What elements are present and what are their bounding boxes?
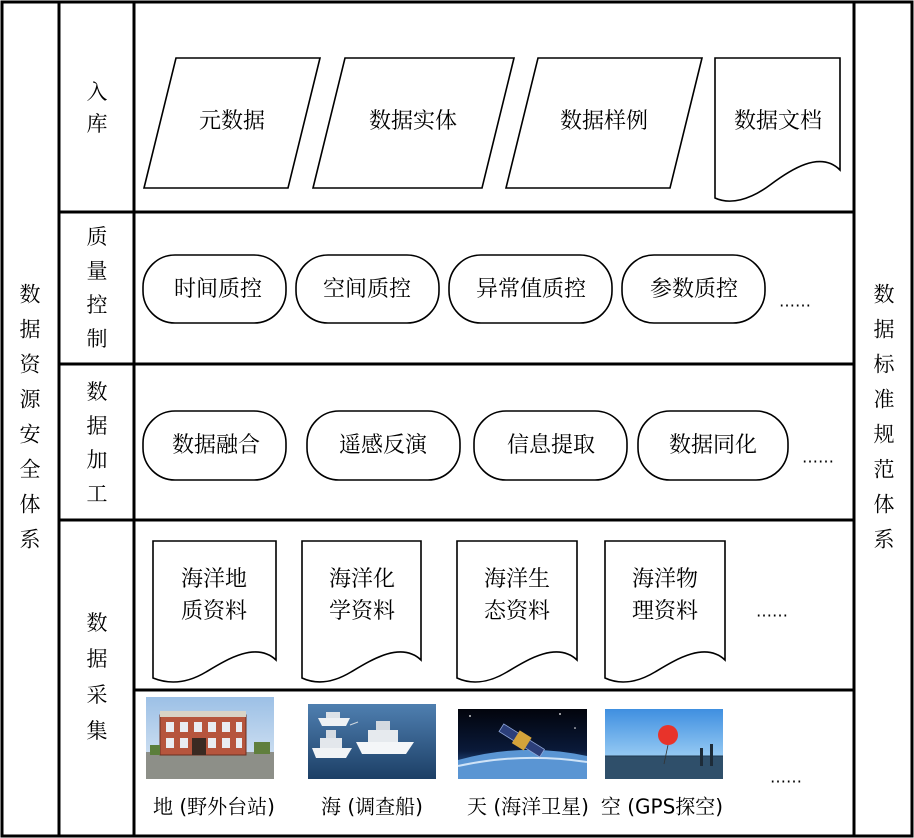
qc-parameter-label: 参数质控 (649, 277, 739, 302)
doc-marine-ecology-line2: 态资料 (483, 599, 551, 624)
ingest-item-data-entity: 数据实体 (368, 109, 458, 134)
ingest-item-data-document: 数据文档 (733, 109, 823, 134)
field-station-photo-icon (146, 697, 274, 779)
documents-ellipsis: …… (756, 601, 788, 621)
ingest-row (144, 58, 840, 201)
proc-inversion-label: 遥感反演 (338, 433, 428, 458)
proc-extraction-label: 信息提取 (506, 433, 596, 458)
collection-sources-row (146, 697, 802, 819)
ingest-item-data-sample: 数据样例 (559, 109, 649, 134)
qc-outlier-label: 异常值质控 (475, 277, 587, 302)
doc-marine-physics-line2: 理资料 (631, 599, 699, 624)
proc-fusion-label: 数据融合 (171, 433, 261, 458)
ocean-satellite-photo-icon (458, 709, 587, 779)
source-sky-caption: 天 (海洋卫星) (467, 794, 589, 819)
qc-space-label: 空间质控 (322, 277, 412, 302)
layer-label-ingest: 入库 (86, 80, 108, 136)
doc-marine-physics-line1: 海洋物 (631, 567, 699, 592)
right-column-label: 数据标准规范体系 (873, 282, 895, 552)
qc-ellipsis: …… (779, 291, 811, 311)
processing-row (143, 411, 834, 480)
layer-label-data-collection: 数据采集 (86, 611, 108, 743)
gps-balloon-photo-icon (605, 709, 723, 779)
survey-ship-photo-icon (308, 704, 436, 779)
collection-documents-row (153, 541, 788, 682)
source-sea-caption: 海 (调查船) (321, 794, 423, 819)
layer-label-data-processing: 数据加工 (86, 380, 108, 506)
source-land-caption: 地 (野外台站) (153, 794, 275, 819)
doc-marine-geology-line1: 海洋地 (180, 567, 248, 592)
ingest-item-metadata: 元数据 (198, 109, 266, 134)
quality-row (143, 255, 811, 323)
doc-marine-chemistry-line1: 海洋化 (328, 567, 396, 592)
doc-marine-chemistry-line2: 学资料 (328, 599, 396, 624)
left-column-label: 数据资源安全体系 (19, 282, 41, 552)
proc-assimilation-label: 数据同化 (668, 433, 758, 458)
doc-marine-geology-line2: 质资料 (180, 599, 248, 624)
qc-time-label: 时间质控 (173, 277, 263, 302)
proc-ellipsis: …… (802, 447, 834, 467)
source-air-caption: 空 (GPS探空) (600, 794, 724, 819)
layer-label-quality-control: 质量控制 (86, 225, 108, 351)
sources-ellipsis: …… (770, 767, 802, 787)
doc-marine-ecology-line1: 海洋生 (483, 567, 551, 592)
